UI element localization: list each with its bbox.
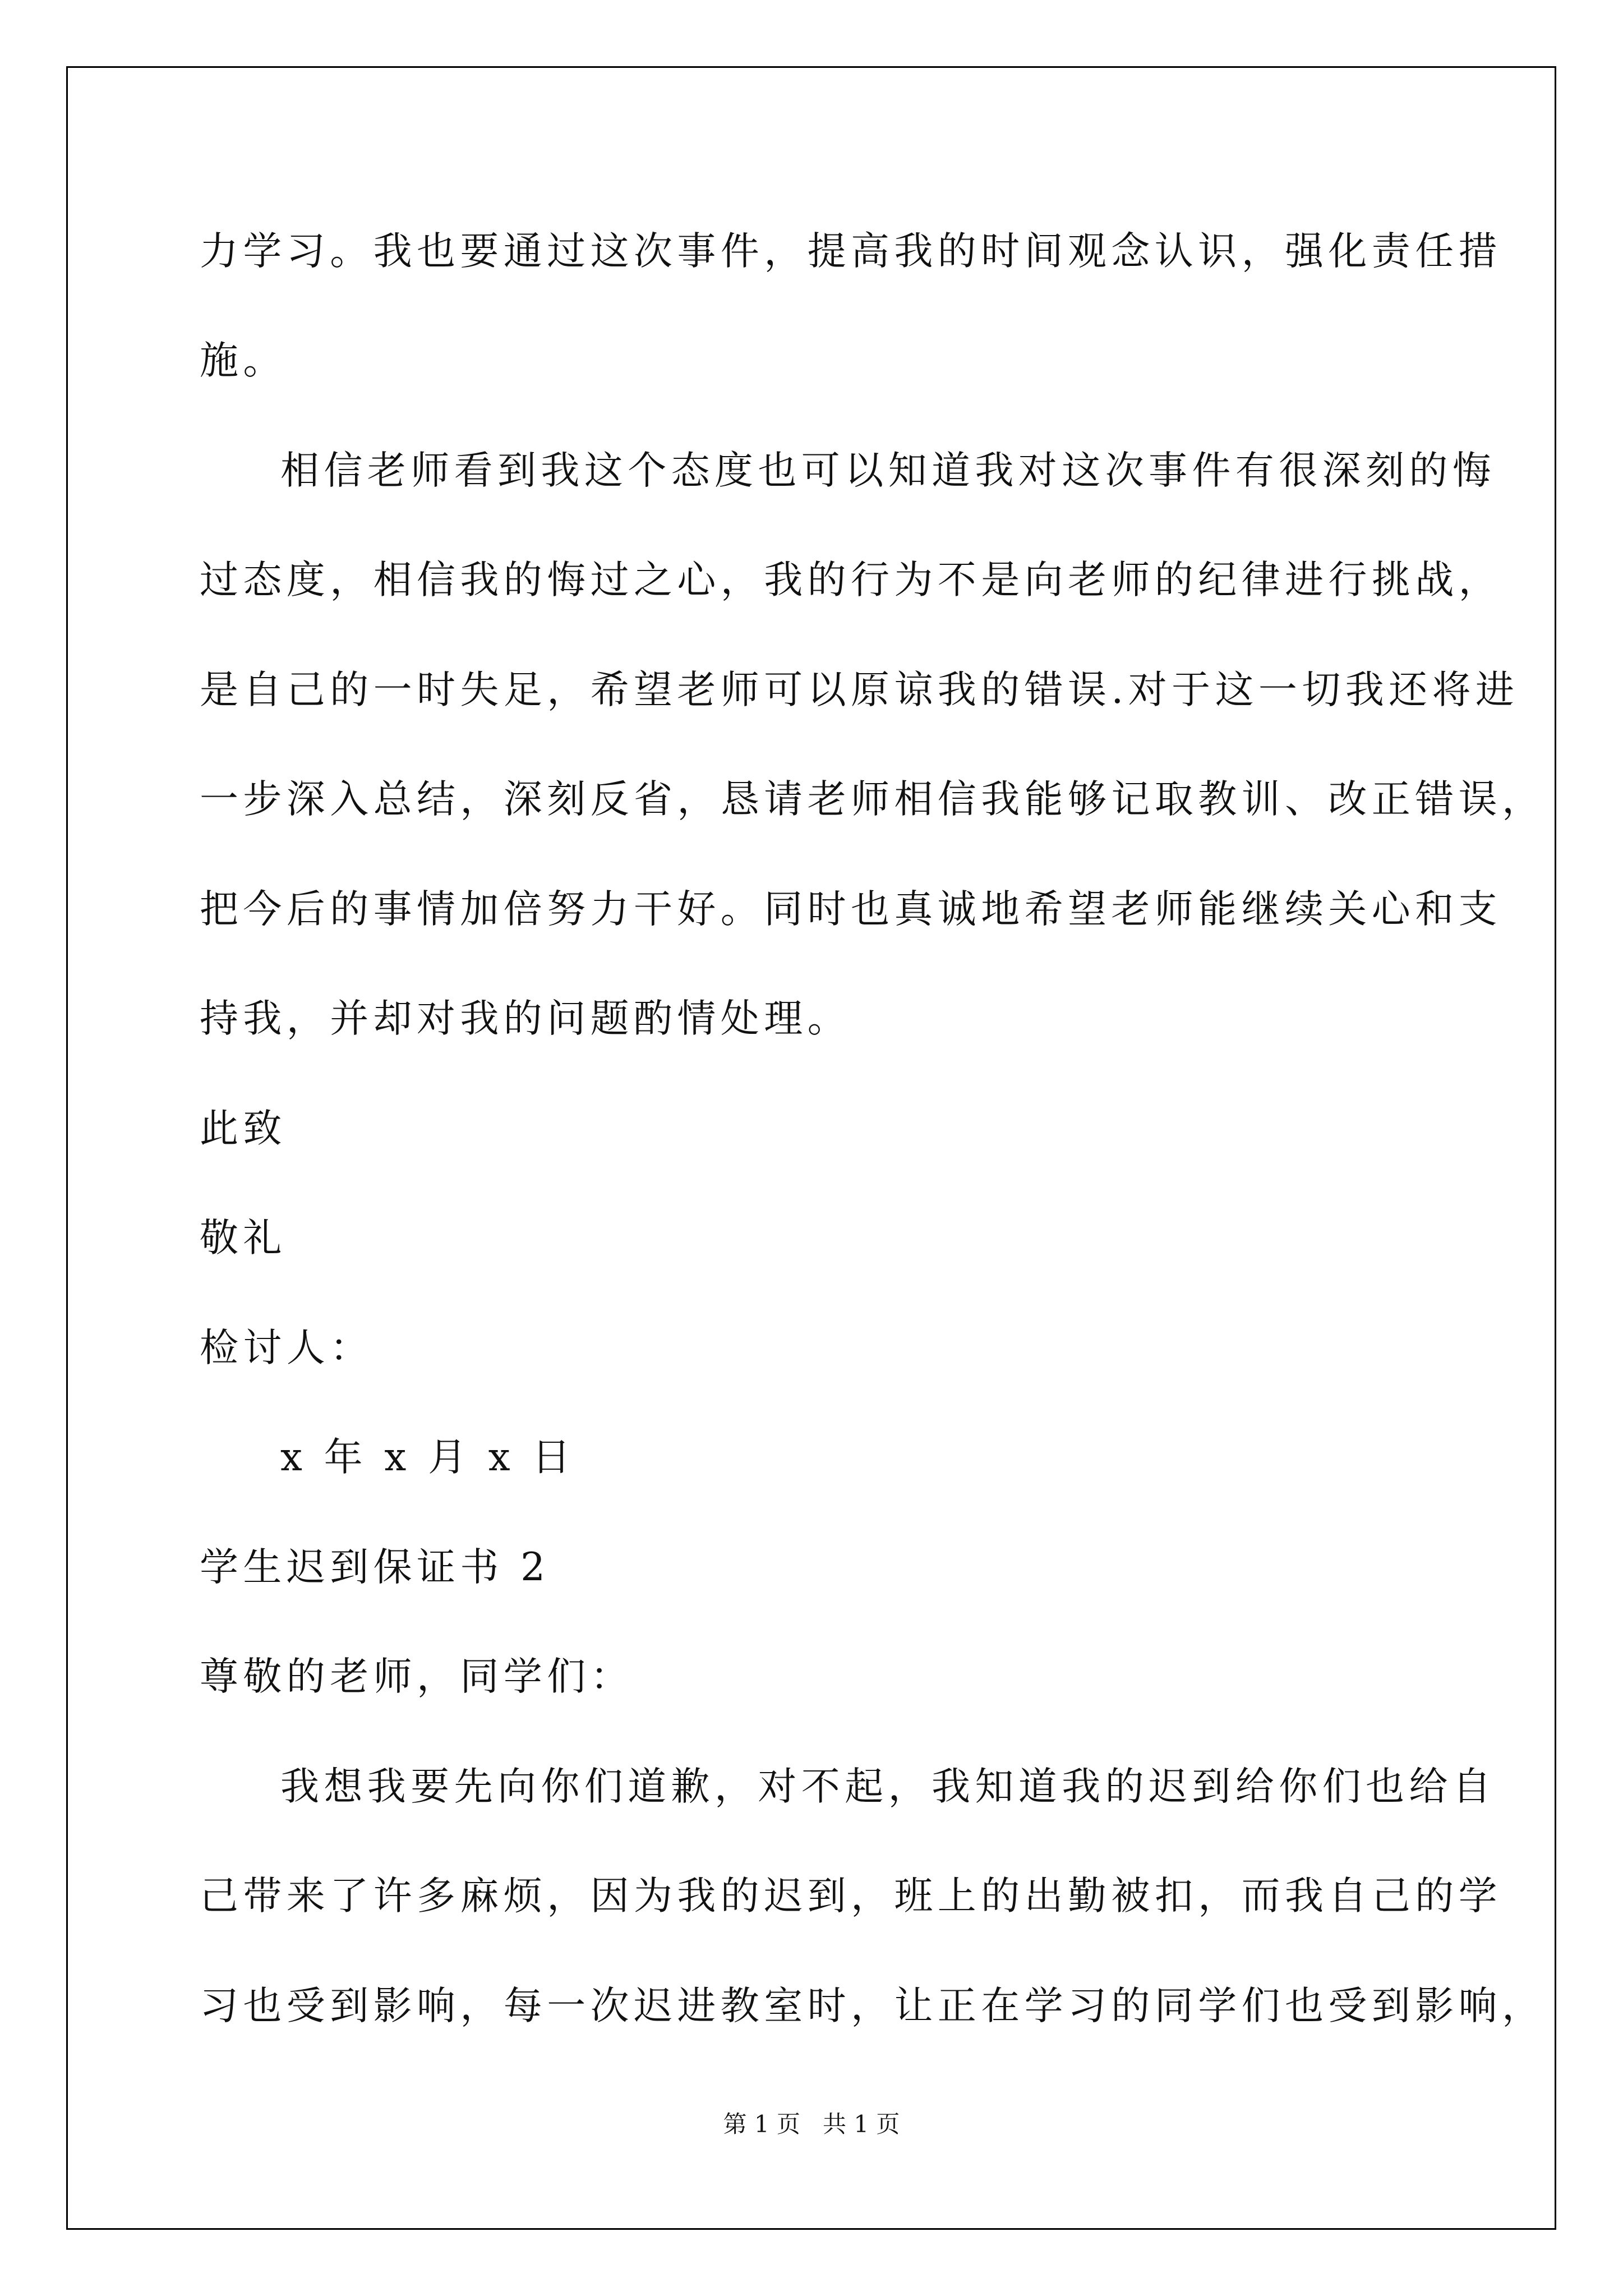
date-line: x 年 x 月 x 日 [280,1435,575,1480]
paragraph-line: 持我，并却对我的问题酌情处理。 [200,996,851,1041]
paragraph-line: 相信老师看到我这个态度也可以知道我对这次事件有很深刻的悔 [280,448,1496,493]
salutation-line: 敬礼 [200,1216,287,1260]
page-number: 第 1 页 [723,2110,800,2138]
signature-label: 检讨人： [200,1326,374,1370]
paragraph-line: 是自己的一时失足，希望老师可以原谅我的错误.对于这一切我还将进 [200,668,1519,712]
paragraph-line: 一步深入总结，深刻反省，恳请老师相信我能够记取教训、改正错误， [200,777,1546,822]
page-total: 共 1 页 [823,2110,900,2138]
page-footer [0,2110,1623,2138]
paragraph-line: 我想我要先向你们道歉，对不起，我知道我的迟到给你们也给自 [280,1764,1496,1809]
section-title: 学生迟到保证书 2 [200,1545,550,1590]
paragraph-line: 施。 [200,338,287,383]
paragraph-line: 过态度，相信我的悔过之心，我的行为不是向老师的纪律进行挑战， [200,558,1502,602]
paragraph-line: 习也受到影响，每一次迟进教室时，让正在学习的同学们也受到影响， [200,1984,1546,2028]
salutation-line: 此致 [200,1106,287,1151]
paragraph-line: 己带来了许多麻烦，因为我的迟到，班上的出勤被扣，而我自己的学 [200,1874,1502,1918]
paragraph-line: 力学习。我也要通过这次事件，提高我的时间观念认识，强化责任措 [200,229,1502,274]
paragraph-line: 把今后的事情加倍努力干好。同时也真诚地希望老师能继续关心和支 [200,887,1502,932]
greeting-line: 尊敬的老师，同学们： [200,1654,634,1699]
